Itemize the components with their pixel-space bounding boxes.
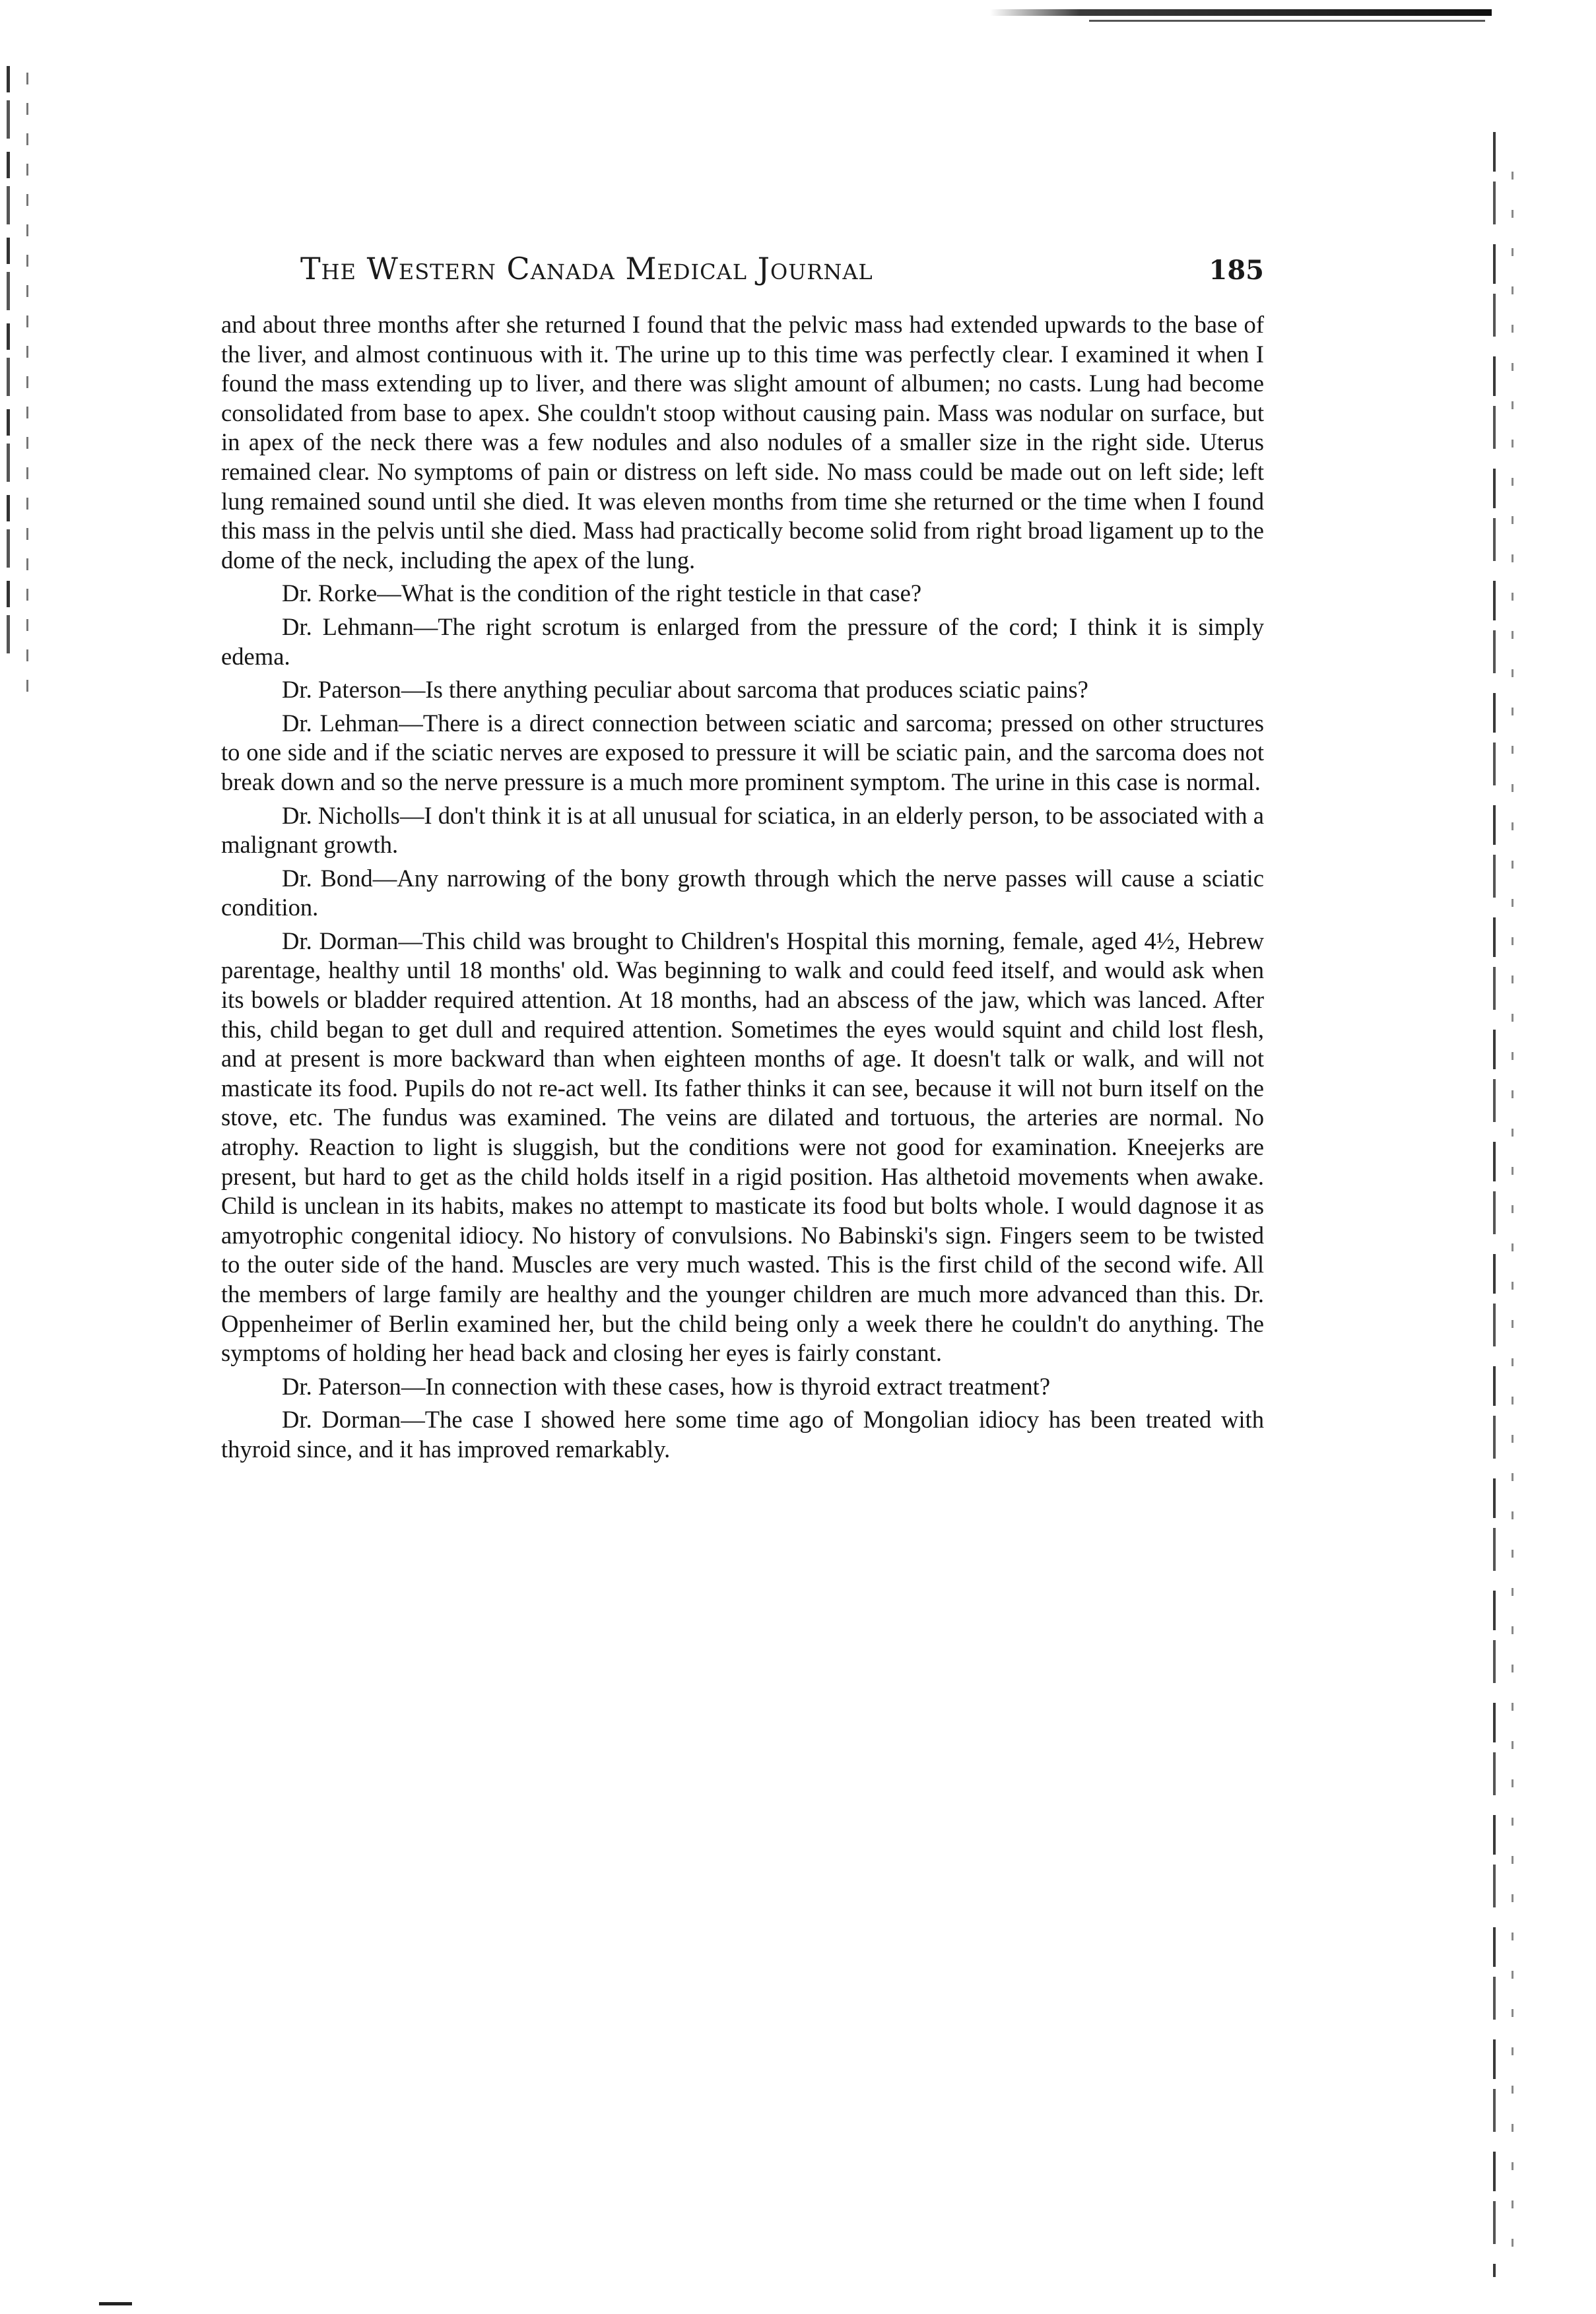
paragraph-rorke-question: Dr. Rorke—What is the condition of the right testicle in that case? <box>282 579 922 607</box>
page-number: 185 <box>1209 255 1264 286</box>
paragraph-paterson-question: Dr. Paterson—Is there anything peculiar about sarcoma that produces sciatic pains? <box>282 676 1088 704</box>
running-header <box>300 251 1264 286</box>
scan-top-rule <box>990 9 1492 16</box>
paragraph-case-continuation: and about three months after she returned I found that the pelvic mass had extended upwards to the base of the liver, and almost continuous with it. The urine up to this time was perfectly clear. I examined it when I found the mass extending up to liver, and there was slight amount of albumen; no casts. Lung had become consolidated from base to apex. She couldn't stoop without causing pain. Mass was nodular on surface, but in apex of the neck there was a few nodules and also nodules of a smaller size in the right side. Uterus remained clear. No symptoms of pain or distress on left side. No mass could be made out on left side; left lung remained sound until she died. It was eleven months from time she returned or the time when I found this mass in the pelvis until she died. Mass had practically become solid from right broad ligament up to the dome of the neck, including the apex of the lung. <box>221 311 1264 574</box>
paragraph-nicholls-comment: Dr. Nicholls—I don't think it is at all unusual for sciatica, in an elderly person, to be associated with a malignant growth. <box>221 801 1264 859</box>
scan-left-edge <box>7 66 10 660</box>
article-body <box>221 310 1264 1465</box>
scan-bottom-mark <box>99 2302 132 2305</box>
paragraph-lehmann-answer: Dr. Lehmann—The right scrotum is enlarged from the pressure of the cord; I think it is simply edema. <box>221 612 1264 670</box>
scan-right-edge <box>1493 132 1496 2277</box>
paragraph-lehman-answer: Dr. Lehman—There is a direct connection between sciatic and sarcoma; pressed on other structures to one side and if the sciatic nerves are exposed to pressure it will be sciatic pain, and the sarcoma does not break down and so the nerve pressure is a much more prominent symptom. The urine in this case is normal. <box>221 709 1264 795</box>
paragraph-dorman-case: Dr. Dorman—This child was brought to Children's Hospital this morning, female, aged 4½, Hebrew parentage, healthy until 18 months' old. Was beginning to walk and could feed itself, and would ask when its bowels or bladder required attention. At 18 months, had an abscess of the jaw, which was lanced. After this, child began to get dull and required attention. Sometimes the eyes would squint and child lost flesh, and at present is more backward than when eighteen months of age. It doesn't talk or walk, and will not masticate its food. Pupils do not re-act well. Its father thinks it can see, because it will not burn itself on the stove, etc. The fundus was examined. The veins are dilated and tortuous, the arteries are normal. No atrophy. Reaction to light is sluggish, but the conditions were not good for examination. Kneejerks are present, but hard to get as the child holds itself in a rigid position. Has althetoid movements when awake. Child is unclean in its habits, makes no attempt to masticate its food but bolts whole. I would dagnose it as amyotrophic congenital idiocy. No history of convulsions. No Babinski's sign. Fingers seem to be twisted to the outer side of the hand. Muscles are very much wasted. This is the first child of the second wife. All the members of large family are healthy and the younger children are much more advanced than this. Dr. Oppenheimer of Berlin examined her, but the child being only a week there he couldn't do anything. The symptoms of holding her head back and closing her eyes is fairly constant. <box>221 927 1264 1367</box>
paragraph-paterson-thyroid-question: Dr. Paterson—In connection with these cases, how is thyroid extract treatment? <box>282 1372 1051 1400</box>
scan-top-rule-thin <box>1089 20 1485 22</box>
scan-left-edge-secondary <box>26 73 28 700</box>
paragraph-dorman-thyroid-answer: Dr. Dorman—The case I showed here some time ago of Mongolian idiocy has been treated with thyroid since, and it has improved remarkably. <box>221 1406 1264 1463</box>
journal-title: The Western Canada Medical Journal <box>300 251 873 286</box>
paragraph-bond-comment: Dr. Bond—Any narrowing of the bony growth through which the nerve passes will cause a sciatic condition. <box>221 864 1264 921</box>
journal-page <box>221 251 1264 1469</box>
scan-right-edge-secondary <box>1512 172 1513 2251</box>
